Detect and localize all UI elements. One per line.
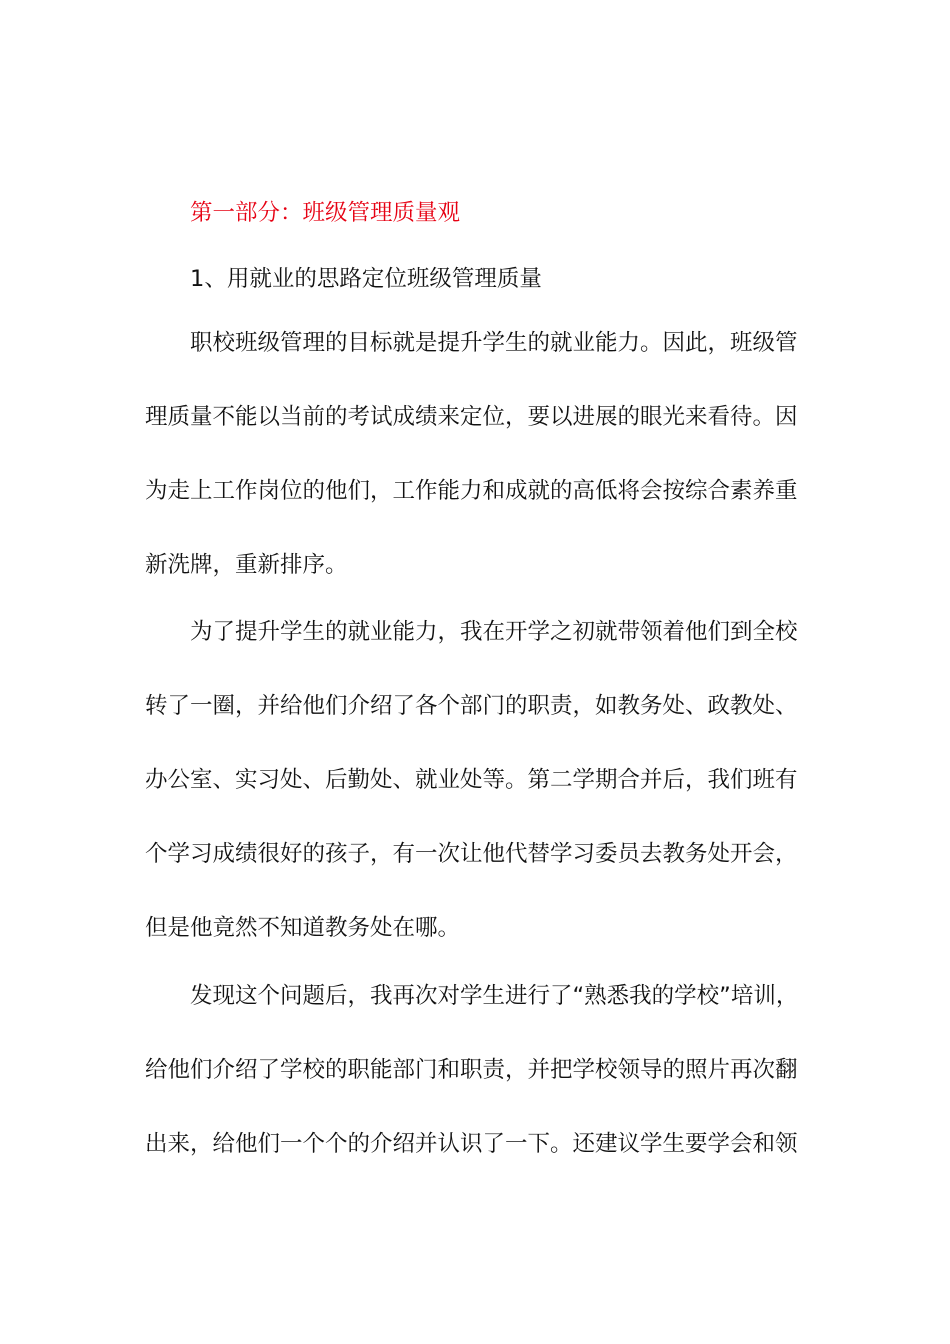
paragraph-line: 但是他竟然不知道教务处在哪。 <box>145 915 461 941</box>
paragraph-line: 办公室、实习处、后勤处、就业处等。第二学期合并后，我们班有 <box>145 767 798 793</box>
paragraph-line: 转了一圈，并给他们介绍了各个部门的职责，如教务处、政教处、 <box>145 693 798 719</box>
subsection-heading: 1、用就业的思路定位班级管理质量 <box>190 266 542 292</box>
paragraph-line: 给他们介绍了学校的职能部门和职责，并把学校领导的照片再次翻 <box>145 1057 798 1083</box>
paragraph-line: 发现这个问题后，我再次对学生进行了“熟悉我的学校”培训， <box>190 983 799 1009</box>
paragraph-line: 出来，给他们一个个的介绍并认识了一下。还建议学生要学会和领 <box>145 1131 798 1157</box>
paragraph-line: 个学习成绩很好的孩子，有一次让他代替学习委员去教务处开会， <box>145 841 798 867</box>
paragraph-line: 为了提升学生的就业能力，我在开学之初就带领着他们到全校 <box>190 619 798 645</box>
paragraph-line: 新洗牌，重新排序。 <box>145 552 348 578</box>
paragraph-line: 为走上工作岗位的他们，工作能力和成就的高低将会按综合素养重 <box>145 478 798 504</box>
section-heading: 第一部分：班级管理质量观 <box>190 200 461 226</box>
paragraph-line: 职校班级管理的目标就是提升学生的就业能力。因此，班级管 <box>190 330 798 356</box>
paragraph-line: 理质量不能以当前的考试成绩来定位，要以进展的眼光来看待。因 <box>145 404 798 430</box>
